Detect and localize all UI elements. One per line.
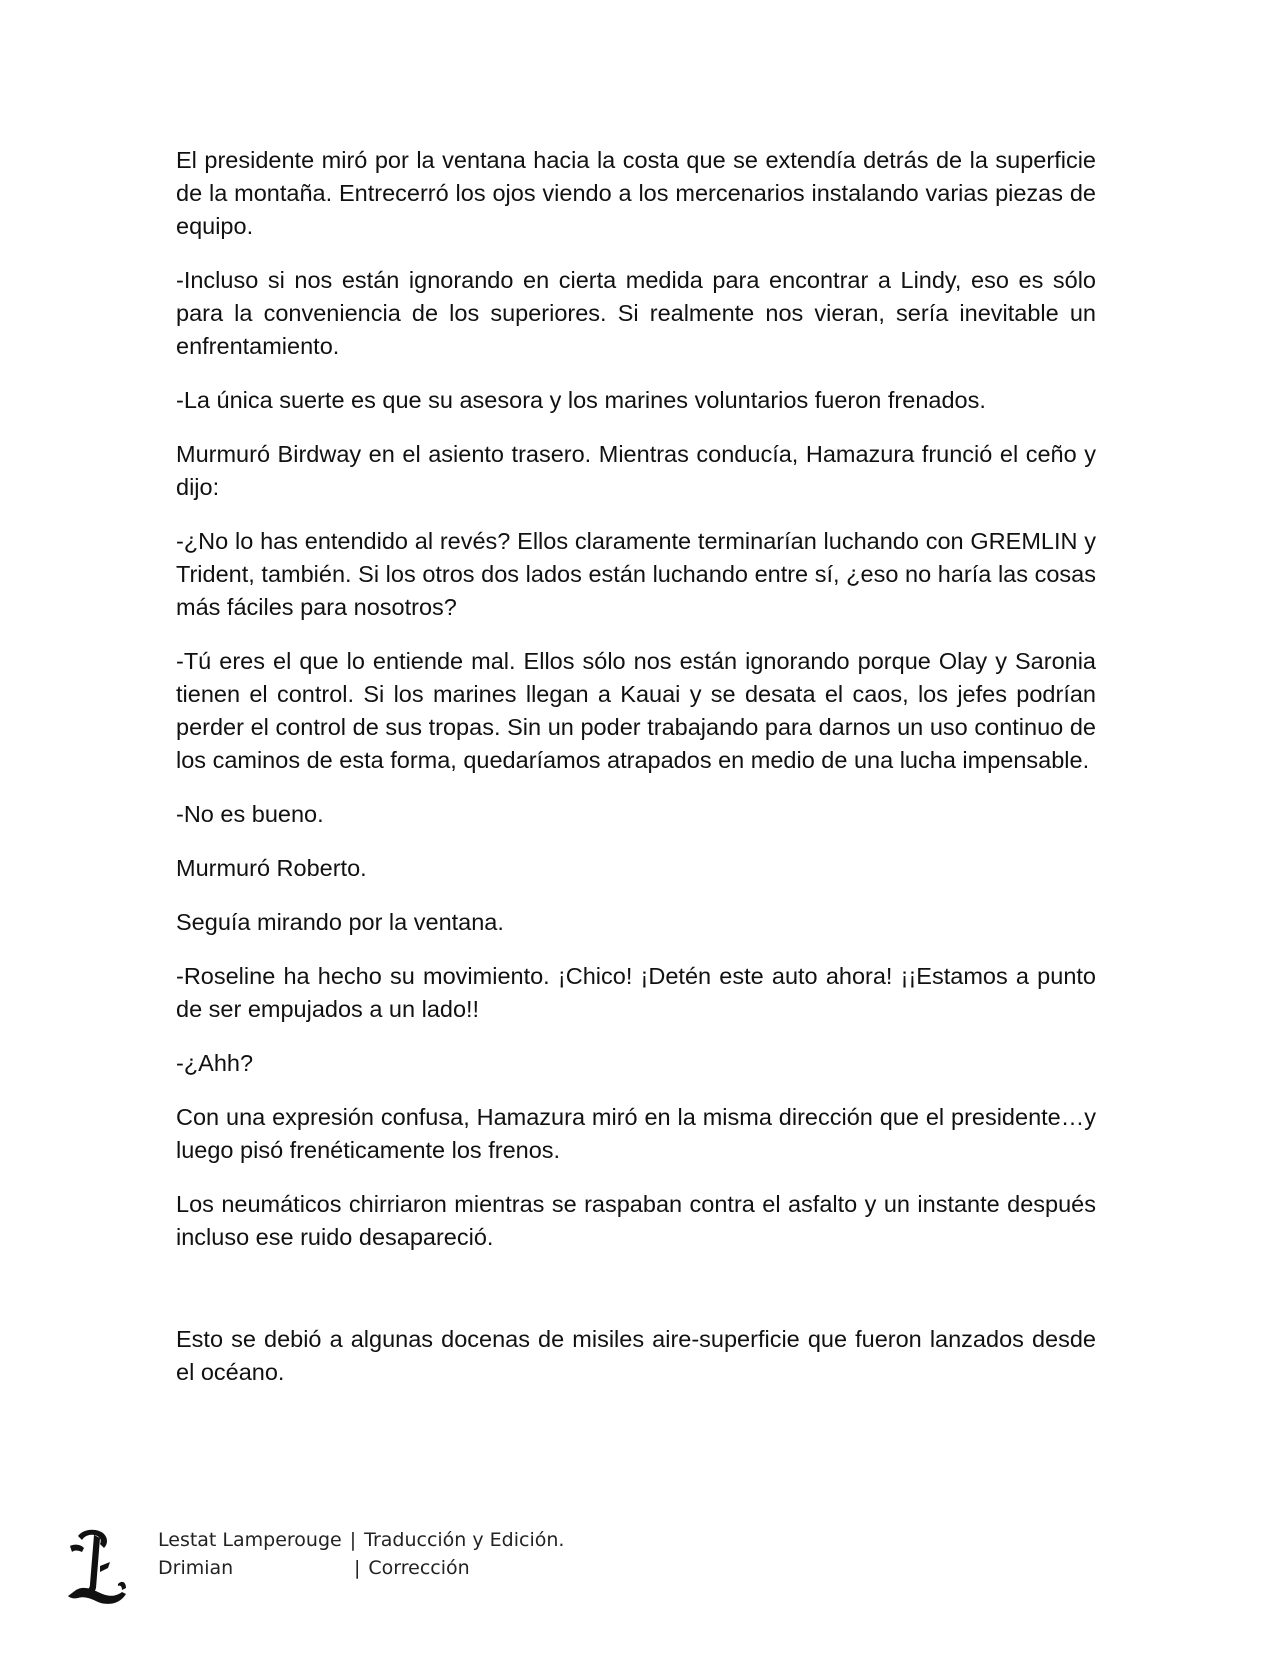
credit-separator: | bbox=[354, 1557, 361, 1579]
paragraph: Los neumáticos chirriaron mientras se raspaban contra el asfalto y un instante después incluso ese ruido desapareció. bbox=[176, 1191, 1096, 1250]
paragraph-gap bbox=[176, 1275, 1096, 1323]
document-body bbox=[176, 144, 1096, 1410]
page-footer bbox=[64, 1526, 764, 1606]
paragraph: Con una expresión confusa, Hamazura miró en la misma dirección que el presidente…y luego pisó frenéticamente los frenos. bbox=[176, 1104, 1096, 1163]
credit-separator: | bbox=[349, 1529, 357, 1551]
credit-name: Lestat Lamperouge bbox=[158, 1529, 342, 1551]
paragraph: -La única suerte es que su asesora y los marines voluntarios fueron frenados. bbox=[176, 387, 986, 413]
paragraph: -No es bueno. bbox=[176, 801, 324, 827]
paragraph: Seguía mirando por la ventana. bbox=[176, 909, 504, 935]
credit-name: Drimian bbox=[158, 1557, 234, 1579]
paragraph: -¿Ahh? bbox=[176, 1050, 254, 1076]
credit-row bbox=[158, 1526, 564, 1554]
credit-role: Corrección bbox=[368, 1557, 470, 1579]
credit-row bbox=[158, 1554, 564, 1582]
paragraph: -¿No lo has entendido al revés? Ellos claramente terminarían luchando con GREMLIN y Trident, también. Si los otros dos lados están luchando entre sí, ¿eso no haría las cosas más fáciles para nosotros? bbox=[176, 528, 1096, 620]
credit-role: Traducción y Edición. bbox=[364, 1529, 565, 1551]
paragraph: -Incluso si nos están ignorando en cierta medida para encontrar a Lindy, eso es sólo para la conveniencia de los superiores. Si realmente nos vieran, sería inevitable un enfrentamiento. bbox=[176, 267, 1096, 359]
paragraph: Murmuró Birdway en el asiento trasero. Mientras conducía, Hamazura frunció el ceño y dijo: bbox=[176, 441, 1096, 500]
paragraph: -Roseline ha hecho su movimiento. ¡Chico! ¡Detén este auto ahora! ¡¡Estamos a punto de ser empujados a un lado!! bbox=[176, 963, 1096, 1022]
credits-block bbox=[158, 1526, 564, 1582]
paragraph: Esto se debió a algunas docenas de misiles aire-superficie que fueron lanzados desde el océano. bbox=[176, 1326, 1096, 1385]
paragraph: El presidente miró por la ventana hacia la costa que se extendía detrás de la superficie de la montaña. Entrecerró los ojos viendo a los mercenarios instalando varias piezas de equipo. bbox=[176, 147, 1096, 239]
paragraph: Murmuró Roberto. bbox=[176, 855, 367, 881]
paragraph: -Tú eres el que lo entiende mal. Ellos sólo nos están ignorando porque Olay y Saronia tienen el control. Si los marines llegan a Kauai y se desata el caos, los jefes podrían perder el control de sus tropas. Sin un poder trabajando para darnos un uso continuo de los caminos de esta forma, quedaríamos atrapados en medio de una lucha impensable. bbox=[176, 648, 1096, 773]
gothic-letter-l-logo-icon bbox=[64, 1526, 134, 1606]
